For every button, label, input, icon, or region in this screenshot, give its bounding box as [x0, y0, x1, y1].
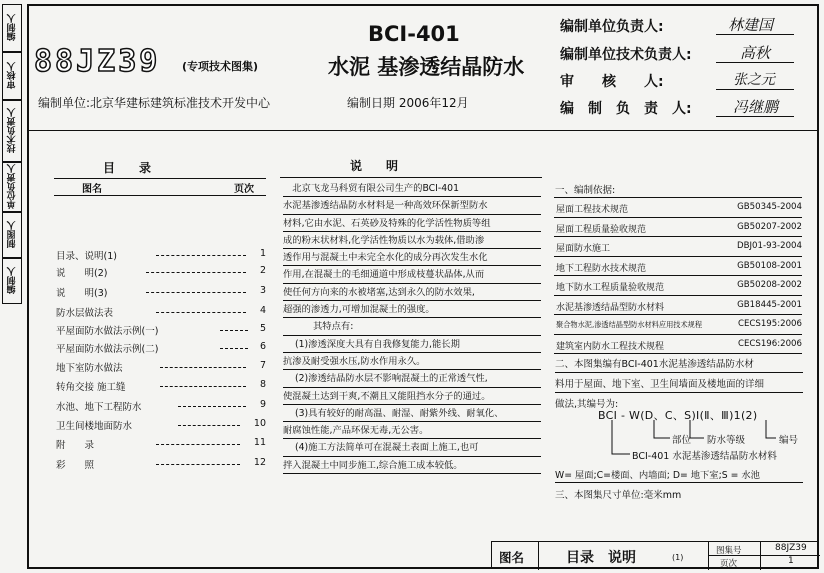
- desc-line: 材料,它由水泥、石英砂及特殊的化学活性物质等组: [283, 215, 541, 232]
- desc-line: 作用,在混凝土的毛细通道中形成枝蔓状晶体,从而: [283, 266, 541, 283]
- signer-role: 审 核 人:: [560, 74, 664, 90]
- side-cell: 审核人: [2, 52, 22, 100]
- toc-item-label: 水池、地下工程防水: [56, 402, 142, 413]
- standard-code: CECS195:2006: [737, 319, 802, 329]
- standard-row: [554, 335, 802, 355]
- product-code: BCⅠ-401: [368, 22, 460, 46]
- tb-divider: [538, 542, 539, 570]
- standard-row: [554, 257, 802, 277]
- toc-item[interactable]: [56, 399, 266, 413]
- standard-code: GB50345-2004: [737, 202, 802, 212]
- title-block: [491, 541, 819, 569]
- toc-item-label: 转角交接 施工缝: [56, 382, 126, 393]
- desc-line: 水泥基渗透结晶防水材料是一种高效环保新型防水: [283, 197, 541, 214]
- series-code: 88JZ39: [34, 44, 161, 79]
- side-cell: 编制人: [2, 258, 22, 304]
- signer-role: 编制单位负责人:: [560, 19, 664, 35]
- signer-role: 编 制 负 责 人:: [560, 101, 692, 117]
- toc-leader: [156, 444, 240, 445]
- standard-row: [554, 237, 802, 257]
- feature-line: (2)渗透结晶防水层不影响混凝土的正常透气性,: [283, 370, 541, 387]
- toc-item[interactable]: [56, 305, 266, 319]
- toc-leader: [160, 386, 246, 387]
- feature-line: 耐腐蚀性能,产品环保无毒,无公害。: [283, 422, 541, 439]
- side-cell: 编制人: [2, 4, 22, 52]
- standard-name: 屋面工程技术规范: [556, 205, 629, 215]
- standard-name: 建筑室内防水工程技术规程: [556, 341, 665, 352]
- toc-item-label: 平屋面防水做法示例(一): [56, 326, 159, 337]
- toc-item[interactable]: [56, 437, 266, 451]
- toc-item-page: 7: [259, 360, 266, 371]
- toc-item-label: 说 明(3): [56, 288, 108, 299]
- side-cell: 制图人: [2, 212, 22, 258]
- toc-item-page: 5: [259, 323, 266, 334]
- standard-row: [554, 276, 802, 296]
- code-grade-label: 防水等级: [707, 435, 746, 446]
- code-legend: W= 屋面;C=楼面、内墙面; D= 地下室;S = 水池: [555, 467, 803, 483]
- sign-line: [716, 34, 794, 35]
- tb-divider: [760, 542, 761, 570]
- toc-item-page: 10: [253, 418, 266, 429]
- toc-item-page: 8: [259, 379, 266, 390]
- desc-line: 超强的渗透力,可增加混凝土的强度。: [283, 301, 541, 318]
- sign-line: [716, 89, 794, 90]
- code-number-label: 编号: [779, 435, 799, 446]
- toc-item[interactable]: [56, 248, 266, 262]
- sign-line: [716, 62, 794, 63]
- toc-item-label: 说 明(2): [56, 268, 108, 279]
- header-divider: [28, 130, 818, 131]
- standard-name: 地下防水工程质量验收规范: [556, 283, 665, 293]
- toc-leader: [178, 406, 246, 407]
- toc-item[interactable]: [56, 418, 266, 432]
- toc-item[interactable]: [56, 457, 266, 471]
- toc-leader: [160, 367, 246, 368]
- feature-line: 拌入混凝土中同步施工,综合施工成本较低。: [283, 457, 541, 474]
- toc-leader: [178, 425, 240, 426]
- signature: 高秋: [740, 44, 771, 62]
- feature-line: 使混凝土达到干爽,不潮且又能阻挡水分子的通过。: [283, 388, 541, 405]
- features-title: 其特点有:: [283, 318, 541, 335]
- feature-line: 抗渗及耐受强水压,防水作用永久。: [283, 353, 541, 370]
- toc-leader: [156, 255, 246, 256]
- desc-line: 成的粉末状材料,化学活性物质以水为载体,借助渗: [283, 232, 541, 249]
- standard-name: 地下工程防水技术规范: [556, 263, 647, 274]
- standard-code: GB50208-2002: [737, 280, 802, 290]
- toc-divider: [54, 178, 266, 179]
- standard-name: 聚合物水泥,渗透结晶型防水材料应用技术规程: [556, 320, 703, 329]
- toc-leader: [220, 348, 248, 349]
- code-material-label: BCⅠ-401 水泥基渗透结晶防水材料: [632, 451, 777, 462]
- side-strip: [2, 4, 22, 304]
- desc-body: [283, 180, 541, 474]
- standard-code: DBJ01-93-2004: [737, 241, 802, 251]
- tb-atlas-value: 88JZ39: [775, 543, 807, 553]
- standard-name: 屋面防水施工: [556, 244, 611, 254]
- series-note: (专项技术图集): [182, 60, 259, 73]
- toc-item[interactable]: [56, 360, 266, 374]
- desc-line: 使任何方向来的水被堵塞,达到永久的防水效果,: [283, 284, 541, 301]
- code-part-label: 部位: [672, 435, 692, 446]
- standard-row: [554, 296, 802, 316]
- section2-line: 二、本图集编有BCI-401水泥基渗透结晶防水材: [555, 356, 803, 373]
- toc-item-label: 地下室防水做法: [56, 363, 123, 374]
- signature: 张之元: [733, 72, 775, 88]
- standard-code: GB50108-2001: [737, 260, 802, 271]
- tb-page-label: 页次: [720, 559, 738, 569]
- toc-col-left: 图名: [82, 184, 102, 195]
- toc-item-page: 4: [259, 305, 266, 316]
- feature-line: (4)施工方法简单可在混凝土表面上施工,也可: [283, 439, 541, 456]
- tb-name-label: 图名: [499, 550, 525, 565]
- toc-item-page: 11: [253, 437, 266, 448]
- tb-divider: [708, 542, 709, 570]
- basis-heading: 一、编制依据:: [555, 185, 616, 196]
- desc-line: 北京飞龙马科贸有限公司生产的BCI-401: [283, 180, 541, 197]
- toc-item-label: 防水层做法表: [56, 308, 114, 319]
- standard-name: 屋面工程质量验收规范: [556, 224, 647, 235]
- toc-title: 目 录: [103, 161, 152, 175]
- standard-row: [554, 315, 802, 335]
- toc-item[interactable]: [56, 285, 266, 299]
- toc-leader: [146, 272, 246, 273]
- side-cell: 技术负责人: [2, 100, 22, 162]
- desc-line: 透作用与混凝土中未完全水化的成分再次发生水化: [283, 249, 541, 266]
- compiler: 编制单位:北京华建标建筑标准技术开发中心: [38, 96, 271, 110]
- signature: 林建国: [728, 16, 774, 34]
- feature-line: (3)具有较好的耐高温、耐湿、耐紫外线、耐氧化、: [283, 405, 541, 422]
- desc-title: 说 明: [350, 159, 399, 173]
- section2-line: 做法,其编号为:: [555, 399, 619, 410]
- tb-atlas-label: 图集号: [716, 546, 742, 556]
- section3: 三、本图集尺寸单位:毫米mm: [555, 490, 682, 501]
- tb-name-value: 目录 说明: [566, 550, 636, 566]
- toc-item-page: 2: [259, 265, 266, 276]
- toc-divider: [54, 195, 266, 196]
- tb-page-value: 1: [788, 556, 794, 566]
- toc-item-label: 卫生间楼地面防水: [56, 421, 133, 432]
- compile-date: 编制日期 2006年12月: [347, 96, 469, 110]
- code-example: BCI - W(D、C、S)Ⅰ(Ⅱ、Ⅲ)1(2): [598, 409, 758, 422]
- signature: 冯继鹏: [733, 98, 779, 116]
- toc-item-page: 6: [259, 341, 266, 352]
- toc-item[interactable]: [56, 265, 266, 279]
- toc-leader: [146, 292, 246, 293]
- standard-code: CECS196:2006: [737, 338, 802, 349]
- desc-divider: [280, 177, 542, 178]
- toc-item-label: 目录、说明(1): [56, 251, 117, 262]
- toc-item-label: 彩 照: [56, 460, 95, 471]
- standard-row: [554, 218, 802, 238]
- toc-item-label: 平屋面防水做法示例(二): [56, 344, 159, 355]
- toc-item[interactable]: [56, 323, 266, 337]
- product-title: 水泥 基渗透结晶防水: [328, 55, 525, 79]
- toc-item-label: 附 录: [56, 440, 95, 451]
- toc-item-page: 9: [259, 399, 266, 410]
- standard-code: GB18445-2001: [737, 299, 802, 310]
- sign-line: [716, 116, 794, 117]
- toc-leader: [220, 330, 248, 331]
- toc-leader: [156, 464, 240, 465]
- side-cell: 单位负责人: [2, 162, 22, 212]
- toc-item-page: 1: [259, 248, 266, 259]
- toc-item[interactable]: [56, 341, 266, 355]
- feature-line: (1)渗透深度大具有自我修复能力,能长期: [283, 336, 541, 353]
- standard-name: 水泥基渗透结晶型防水材料: [556, 302, 665, 313]
- standard-code: GB50207-2002: [737, 221, 802, 232]
- signer-role: 编制单位技术负责人:: [560, 47, 692, 63]
- toc-leader: [156, 312, 246, 313]
- toc-col-right: 页次: [234, 184, 254, 195]
- toc-item[interactable]: [56, 379, 266, 393]
- standard-row: [554, 198, 802, 218]
- toc-item-page: 3: [259, 285, 266, 296]
- toc-item-page: 12: [253, 457, 266, 468]
- section2-line: 料用于屋面、地下室、卫生间墙面及楼地面的详细: [555, 376, 803, 393]
- tb-name-suffix: (1): [672, 553, 684, 562]
